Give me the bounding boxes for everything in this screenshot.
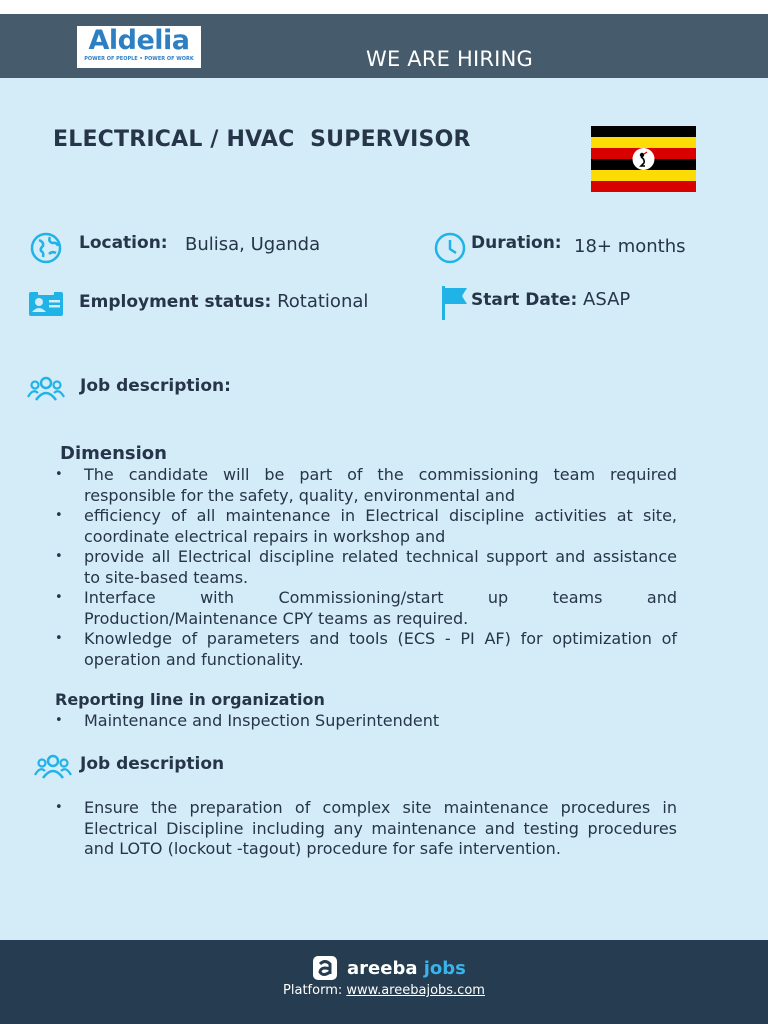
- location-value: Bulisa, Uganda: [185, 234, 321, 255]
- uganda-flag-icon: [591, 126, 696, 192]
- flag-icon: [441, 286, 469, 320]
- brand-accent: jobs: [423, 958, 466, 979]
- hiring-banner: WE ARE HIRING: [366, 47, 533, 71]
- reporting-heading: Reporting line in organization: [55, 690, 325, 709]
- header-bar: [0, 14, 768, 78]
- start-date-value: ASAP: [583, 289, 631, 310]
- employment-value: Rotational: [277, 291, 369, 312]
- employment-label: Employment status:: [79, 292, 272, 312]
- id-card-icon: [29, 290, 63, 316]
- logo-tagline: POWER OF PEOPLE • POWER OF WORK: [84, 56, 194, 62]
- location-field: [79, 232, 168, 253]
- list-item: • provide all Electrical discipline related technical support and assistance to site-based teams.: [55, 547, 677, 588]
- start-date-field: [471, 289, 630, 310]
- platform-line: [0, 983, 768, 998]
- logo-wordmark: Aldelia: [88, 25, 190, 56]
- dimension-list: [55, 465, 677, 670]
- team-icon: [34, 752, 72, 780]
- duration-value: 18+ months: [574, 236, 686, 257]
- list-item: • Maintenance and Inspection Superintendent: [55, 711, 677, 732]
- list-item: • Knowledge of parameters and tools (ECS - PI AF) for optimization of operation and functionality.: [55, 629, 677, 670]
- list-item: • The candidate will be part of the commissioning team required responsible for the safety, quality, environmental and: [55, 465, 677, 506]
- list-item: • Ensure the preparation of complex site maintenance procedures in Electrical Discipline including any maintenance and testing procedures and LOTO (lockout -tagout) procedure for safe intervention.: [55, 798, 677, 860]
- location-label: Location:: [79, 233, 168, 253]
- top-strip: [0, 0, 768, 14]
- globe-icon: [30, 232, 62, 264]
- dimension-heading: Dimension: [60, 443, 167, 464]
- team-icon: [27, 374, 65, 402]
- areeba-logo-icon: [313, 956, 337, 980]
- dimension-section: [55, 443, 677, 731]
- brand-wordmark: [347, 958, 466, 979]
- footer: [0, 940, 768, 1024]
- job-title: ELECTRICAL / HVAC SUPERVISOR: [53, 127, 471, 152]
- platform-link[interactable]: www.areebajobs.com: [346, 983, 485, 998]
- list-item: • Interface with Commissioning/start up teams and Production/Maintenance CPY teams as required.: [55, 588, 677, 629]
- responsibilities-section: [55, 798, 677, 860]
- reporting-list: [55, 711, 677, 732]
- brand-main: areeba: [347, 958, 418, 979]
- duration-label: Duration:: [471, 233, 562, 253]
- list-item: • efficiency of all maintenance in Electrical discipline activities at site, coordinate electrical repairs in workshop and: [55, 506, 677, 547]
- start-date-label: Start Date:: [471, 290, 578, 310]
- job-description-heading: Job description:: [80, 376, 231, 396]
- company-logo[interactable]: [77, 26, 201, 68]
- platform-label: Platform:: [283, 983, 347, 998]
- employment-field: [79, 291, 368, 312]
- clock-icon: [434, 232, 466, 264]
- duration-field: [471, 232, 562, 253]
- job-description-heading-2: Job description: [80, 754, 225, 774]
